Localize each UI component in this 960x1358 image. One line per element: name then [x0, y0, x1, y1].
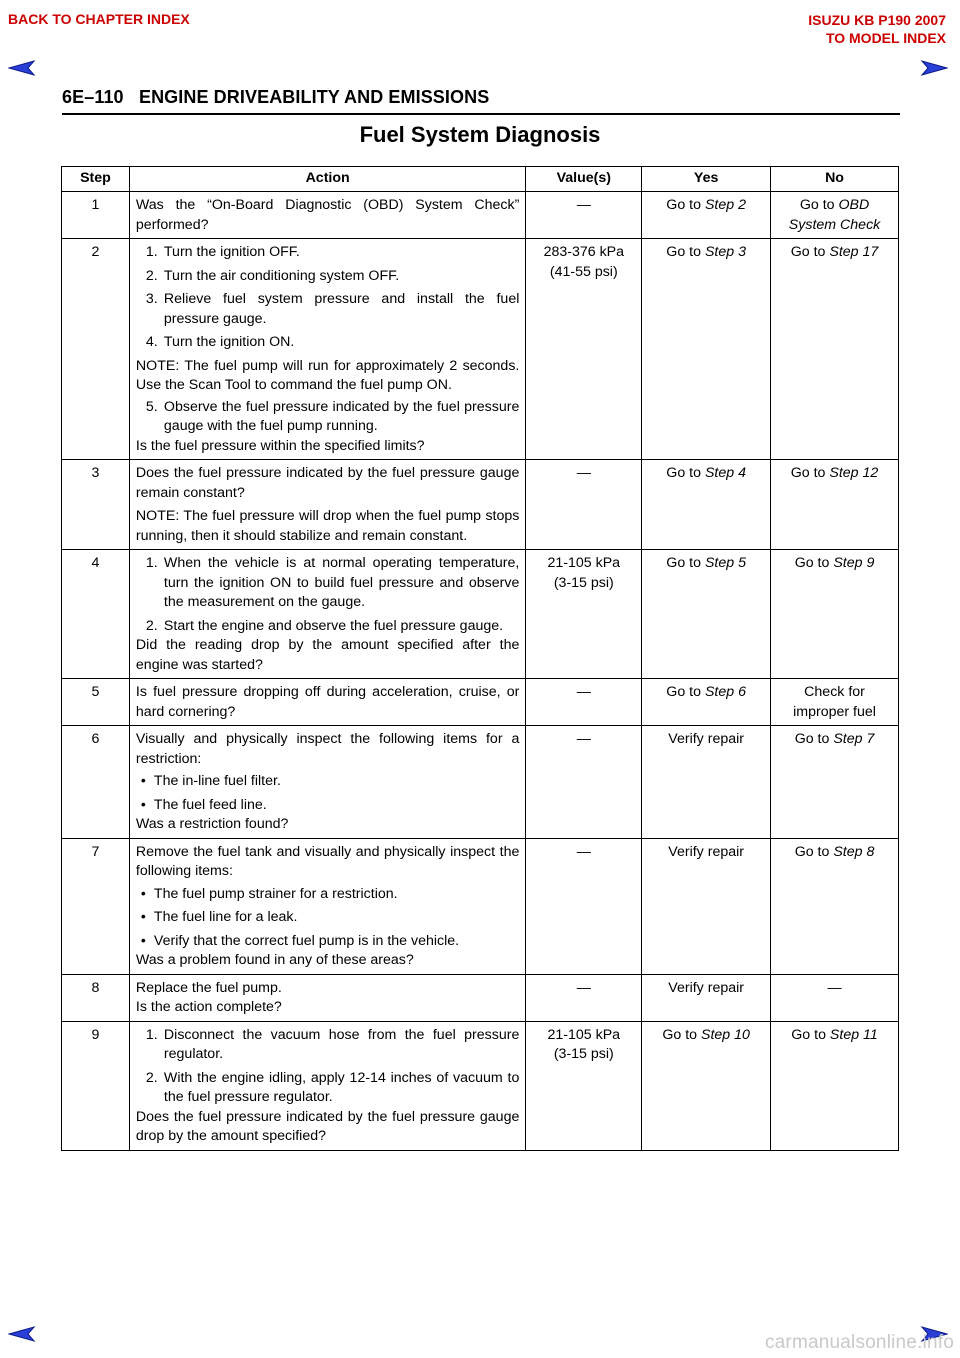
watermark: carmanualsonline.info: [764, 1332, 954, 1353]
action-cell: [129, 460, 525, 550]
no-cell: Go to Step 7: [771, 726, 899, 839]
value-cell: —: [526, 460, 642, 550]
list-item: 3. Relieve fuel system pressure and install the fuel pressure gauge.: [145, 291, 520, 327]
value-text: 283-376 kPa: [543, 244, 625, 260]
list-item: • The in-line fuel filter.: [136, 772, 519, 792]
no-text: Check for improper fuel: [793, 684, 876, 720]
to-model-index-link[interactable]: TO MODEL INDEX: [825, 30, 946, 46]
list-item: • The fuel pump strainer for a restriction.: [136, 885, 519, 905]
column-header-values: Value(s): [526, 167, 642, 192]
table-row: [62, 1021, 899, 1150]
list-item: 5. Observe the fuel pressure indicated by the fuel pressure gauge with the fuel pump running.: [145, 398, 520, 434]
table-row: [62, 679, 899, 726]
model-index-block: [808, 11, 946, 47]
yes-cell: Go to Step 4: [642, 460, 771, 550]
step-number: 2: [62, 239, 130, 460]
diagnosis-table: [61, 166, 899, 1151]
value-cell: —: [526, 974, 642, 1021]
question-text: Is the action complete?: [135, 999, 282, 1015]
step-number: 9: [62, 1021, 130, 1150]
yes-cell: Go to Step 5: [642, 550, 771, 679]
yes-cell: Verify repair: [642, 838, 771, 974]
step-number: 3: [62, 460, 130, 550]
page-title: Fuel System Diagnosis: [359, 122, 601, 147]
procedure-list: [136, 243, 519, 353]
yes-cell: Go to Step 6: [642, 679, 771, 726]
yes-step-link[interactable]: Step 2: [704, 197, 746, 213]
no-cell: [771, 679, 899, 726]
yes-step-link[interactable]: Step 3: [704, 244, 746, 260]
note-text: NOTE: The fuel pressure will drop when the fuel pump stops running, then it should stabilize and remain constant.: [135, 508, 520, 544]
step-number: 1: [62, 192, 130, 239]
action-cell: [129, 838, 525, 974]
list-item: 2. Start the engine and observe the fuel pressure gauge.: [145, 617, 504, 634]
action-text: Visually and physically inspect the following items for a restriction:: [135, 731, 520, 767]
action-text: Was the “On-Board Diagnostic (OBD) System Check” performed?: [135, 197, 520, 233]
no-cell: Go to Step 17: [771, 239, 899, 460]
table-row: [62, 550, 899, 679]
table-row: [62, 239, 899, 460]
no-cell: Go to Step 8: [771, 838, 899, 974]
no-cell: Go to Step 12: [771, 460, 899, 550]
value-cell: [526, 192, 642, 239]
previous-page-arrow-bottom-icon[interactable]: [8, 1326, 36, 1342]
yes-cell: Go to Step 10: [642, 1021, 771, 1150]
action-cell: [129, 239, 525, 460]
no-step-link[interactable]: Step 8: [833, 843, 875, 860]
yes-step-link[interactable]: Step 10: [701, 1026, 750, 1043]
no-cell: [771, 192, 899, 239]
no-obd-system-check-link[interactable]: OBD System Check: [788, 197, 881, 233]
step-number: 8: [62, 974, 130, 1021]
back-to-chapter-index-link[interactable]: BACK TO CHAPTER INDEX: [8, 11, 190, 27]
yes-step-link[interactable]: Step 5: [704, 555, 746, 571]
value-text-psi: (41-55 psi): [549, 263, 618, 280]
question-text: Did the reading drop by the amount specified after the engine was started?: [135, 637, 520, 673]
question-text: Was a restriction found?: [135, 816, 289, 832]
value-cell: 21-105 kPa (3-15 psi): [526, 1021, 642, 1150]
action-text: Is fuel pressure dropping off during acceleration, cruise, or hard cornering?: [135, 684, 520, 720]
table-row: [62, 838, 899, 974]
step-number: 7: [62, 838, 130, 974]
list-item: 1. When the vehicle is at normal operating temperature, turn the ignition ON to build fuel pressure and observe the measurement on the gauge.: [145, 555, 520, 610]
action-cell: [129, 192, 525, 239]
list-item: 1. Disconnect the vacuum hose from the fuel pressure regulator.: [145, 1026, 520, 1062]
list-item: • Verify that the correct fuel pump is in the vehicle.: [136, 932, 519, 952]
value-cell: 21-105 kPa (3-15 psi): [526, 550, 642, 679]
column-header-yes: Yes: [642, 167, 771, 192]
column-header-action: Action: [129, 167, 525, 192]
yes-step-link[interactable]: Step 4: [704, 465, 746, 481]
list-item: 4. Turn the ignition ON.: [145, 334, 295, 350]
no-step-link[interactable]: Step 9: [833, 555, 875, 571]
section-header: 6E–110 ENGINE DRIVEABILITY AND EMISSIONS: [62, 87, 490, 107]
action-text: Does the fuel pressure indicated by the fuel pressure gauge remain constant?: [135, 465, 520, 501]
step-number: 5: [62, 679, 130, 726]
header-divider: [62, 113, 900, 115]
table-row: [62, 974, 899, 1021]
no-prefix: Go to: [799, 197, 839, 213]
step-number: 6: [62, 726, 130, 839]
previous-page-arrow-icon[interactable]: [8, 60, 36, 76]
action-text: Remove the fuel tank and visually and physically inspect the following items:: [135, 843, 520, 879]
procedure-list: [136, 554, 519, 636]
table-row: [62, 726, 899, 839]
action-cell: [129, 1021, 525, 1150]
procedure-list: [136, 398, 519, 437]
yes-prefix: Go to: [666, 197, 705, 213]
list-item: 2. Turn the air conditioning system OFF.: [145, 267, 400, 284]
list-item: 2. With the engine idling, apply 12-14 inches of vacuum to the fuel pressure regulator.: [145, 1069, 520, 1105]
table-row: [62, 192, 899, 239]
column-header-step: Step: [62, 167, 130, 192]
table-header-row: [62, 167, 899, 192]
procedure-list: [136, 1026, 519, 1108]
yes-cell: [642, 726, 771, 839]
action-text: Replace the fuel pump.: [135, 979, 282, 996]
no-cell: Go to Step 11: [771, 1021, 899, 1150]
value-cell: —: [526, 679, 642, 726]
action-cell: [129, 679, 525, 726]
question-text: Is the fuel pressure within the specified limits?: [135, 437, 425, 454]
yes-cell: Go to Step 3: [642, 239, 771, 460]
no-step-link[interactable]: Step 17: [829, 244, 879, 260]
no-cell: —: [771, 974, 899, 1021]
yes-cell: Verify repair: [642, 974, 771, 1021]
no-step-link[interactable]: Step 11: [829, 1026, 878, 1043]
value-cell: [526, 239, 642, 460]
bullet-list: [136, 772, 519, 815]
next-page-arrow-icon[interactable]: [920, 60, 948, 76]
note-text: NOTE: The fuel pump will run for approximately 2 seconds. Use the Scan Tool to command the fuel pump ON.: [135, 357, 520, 393]
action-cell: [129, 726, 525, 839]
question-text: Was a problem found in any of these areas?: [135, 952, 414, 968]
model-name-link[interactable]: ISUZU KB P190 2007: [808, 12, 946, 28]
list-item: 1. Turn the ignition OFF.: [145, 244, 300, 260]
value-cell: —: [526, 838, 642, 974]
list-item: • The fuel line for a leak.: [136, 908, 519, 928]
value-cell: —: [526, 726, 642, 839]
no-cell: Go to Step 9: [771, 550, 899, 679]
list-item: • The fuel feed line.: [136, 796, 519, 816]
yes-step-link[interactable]: Step 6: [704, 684, 746, 700]
yes-cell: [642, 192, 771, 239]
column-header-no: No: [771, 167, 899, 192]
step-number: 4: [62, 550, 130, 679]
table-row: [62, 460, 899, 550]
yes-text: Verify repair: [668, 731, 744, 747]
action-cell: [129, 550, 525, 679]
no-step-link[interactable]: Step 7: [833, 731, 875, 747]
question-text: Does the fuel pressure indicated by the fuel pressure gauge drop by the amount specified?: [135, 1108, 520, 1144]
bullet-list: [136, 885, 519, 952]
value-text: —: [576, 197, 591, 213]
no-step-link[interactable]: Step 12: [829, 465, 879, 481]
action-cell: [129, 974, 525, 1021]
